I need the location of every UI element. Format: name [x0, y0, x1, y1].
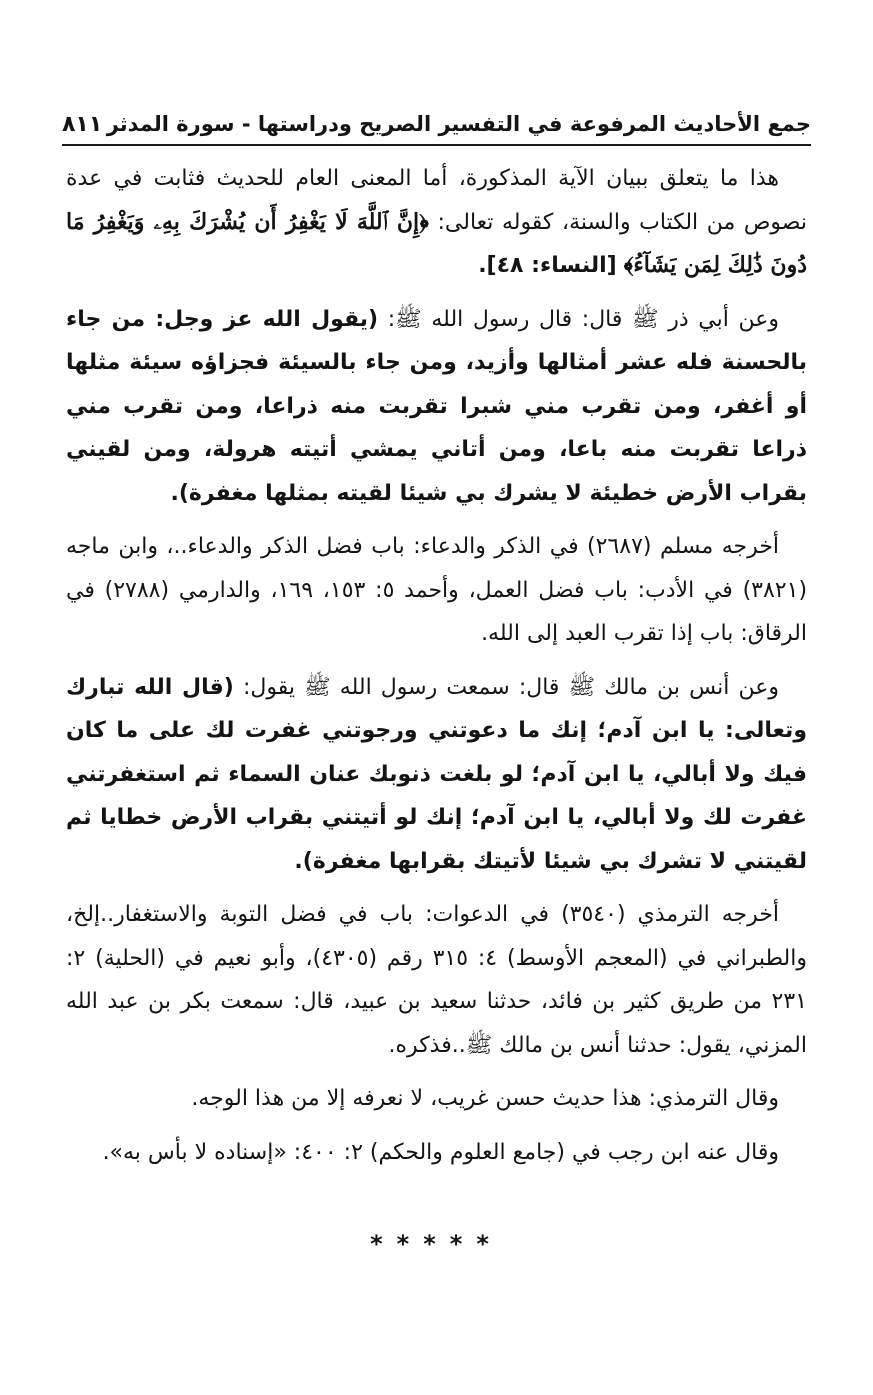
hadith-isnad: وعن أنس بن مالك ﷺ قال: سمعت رسول الله ﷺ يقول:	[233, 674, 779, 700]
paragraph-hadith-anas	[66, 666, 807, 884]
paragraph-takhrij-tirmidhi	[66, 893, 807, 1067]
quran-verse: ﴿إِنَّ ٱللَّهَ لَا يَغْفِرُ أَن يُشْرَكَ بِهِۦ وَيَغْفِرُ مَا دُونَ ذَٰلِكَ لِمَن يَشَآءُ﴾	[66, 208, 807, 278]
page-number: ٨١١	[62, 112, 103, 137]
hadith-text: (قال الله تبارك وتعالى: يا ابن آدم؛ إنك ما دعوتني ورجوتني غفرت لك على ما كان فيك ولا أبالي، يا ابن آدم؛ لو بلغت ذنوبك عنان السماء ثم استغفرتني غفرت لك ولا أبالي، يا ابن آدم؛ إنك لو أتيتني بقراب الأرض خطايا ثم لقيتني لا تشرك بي شيئا لأتيتك بقرابها مغفرة).	[66, 674, 807, 874]
intro-text: هذا ما يتعلق ببيان الآية المذكورة، أما المعنى العام للحديث فثابت في عدة نصوص من الكتاب والسنة، كقوله تعالى:	[66, 166, 807, 235]
hadith-text: (يقول الله عز وجل: من جاء بالحسنة فله عشر أمثالها وأزيد، ومن جاء بالسيئة فجزاؤه سيئة مثلها أو أغفر، ومن تقرب مني شبرا تقربت منه ذراعا، ومن تقرب مني ذراعا تقربت منه باعا، ومن أتاني يمشي أتيته هرولة، ومن لقيني بقراب الأرض خطيئة لا يشرك بي شيئا لقيته بمثلها مغفرة).	[66, 306, 807, 506]
section-separator: *****	[370, 1230, 503, 1258]
paragraph-verse-intro	[66, 157, 807, 288]
paragraph-ibn-rajab	[66, 1131, 807, 1175]
running-title: جمع الأحاديث المرفوعة في التفسير الصريح ودراستها - سورة المدثر	[106, 112, 811, 136]
grading-text: وقال الترمذي: هذا حديث حسن غريب، لا نعرفه إلا من هذا الوجه.	[191, 1086, 779, 1111]
hadith-isnad: وعن أبي ذر ﷺ قال: قال رسول الله ﷺ:	[378, 306, 779, 332]
page-body	[66, 157, 807, 1184]
takhrij-text: أخرجه مسلم (٢٦٨٧) في الذكر والدعاء: باب فضل الذكر والدعاء..، وابن ماجه (٣٨٢١) في الأدب: باب فضل العمل، وأحمد ٥: ١٥٣، ١٦٩، والدارمي (٢٧٨٨) في الرقاق: باب إذا تقرب العبد إلى الله.	[66, 534, 808, 646]
paragraph-takhrij-muslim	[66, 525, 807, 656]
paragraph-hadith-abu-dharr	[66, 298, 807, 516]
grading-text: وقال عنه ابن رجب في (جامع العلوم والحكم) ٢: ٤٠٠: «إسناده لا بأس به».	[102, 1139, 779, 1165]
page-header	[62, 108, 811, 146]
takhrij-text: أخرجه الترمذي (٣٥٤٠) في الدعوات: باب في فضل التوبة والاستغفار..إلخ، والطبراني في (المعجم الأوسط) ٤: ٣١٥ رقم (٤٣٠٥)، وأبو نعيم في (الحلية) ٢: ٢٣١ من طريق كثير بن فائد، حدثنا سعيد بن عبيد، قال: سمعت بكر بن عبد الله المزني، يقول: حدثنا أنس بن مالك ﷺ..فذكره.	[66, 902, 807, 1058]
paragraph-tirmidhi-grading	[66, 1077, 807, 1121]
verse-reference: [النساء: ٤٨].	[478, 253, 617, 278]
